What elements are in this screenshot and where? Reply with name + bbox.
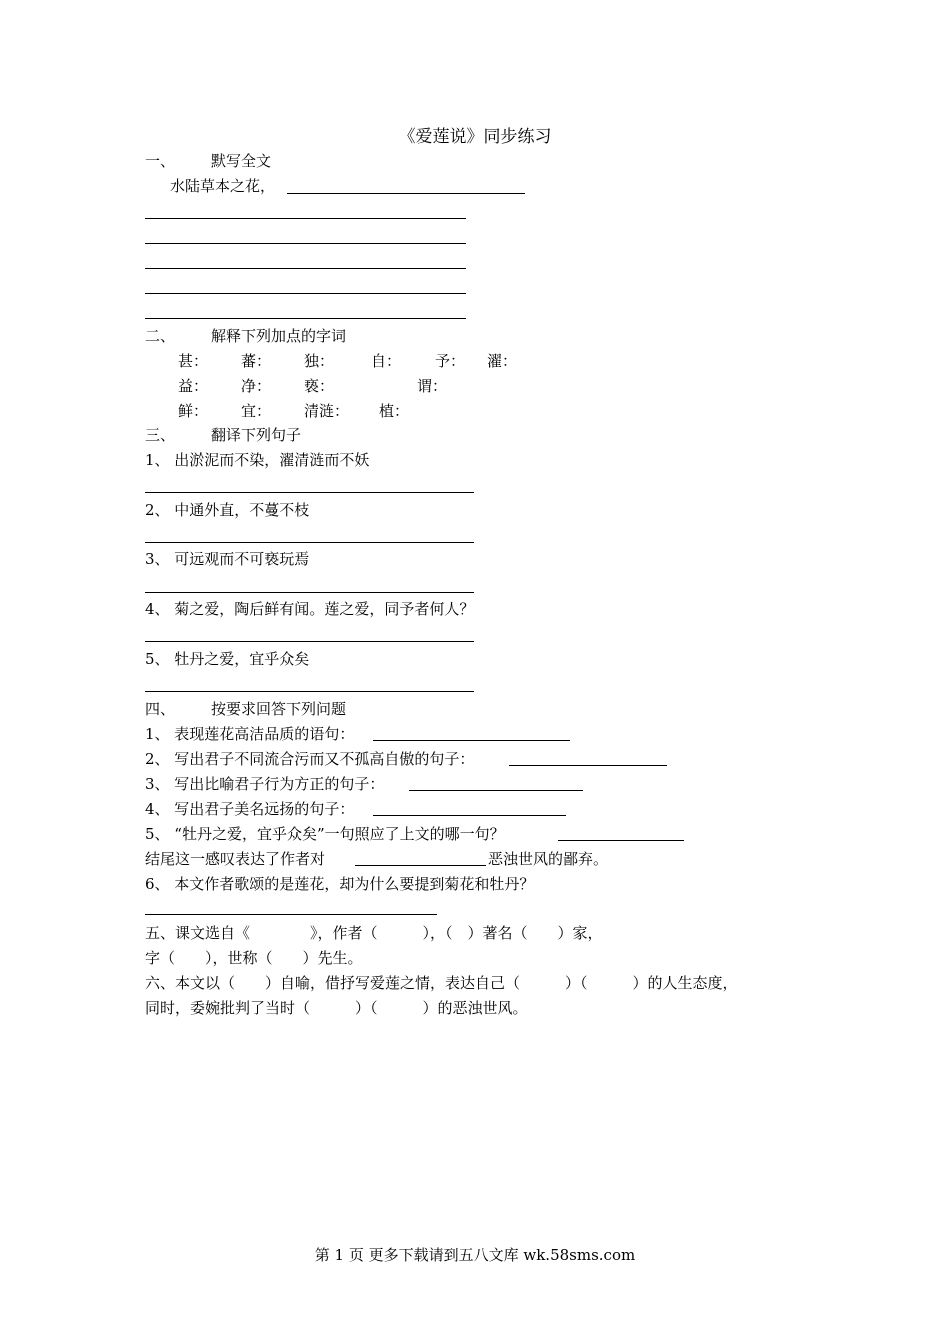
page-title: 《爱莲说》同步练习: [398, 127, 552, 147]
section-6-line-1: 六、本文以（ ）自喻，借抒写爱莲之情，表达自己（ ）（ ）的人生态度，: [145, 974, 738, 992]
answer-line[interactable]: [373, 815, 566, 816]
word-item: 宜：: [241, 402, 272, 420]
question-5-followup-suffix: 恶浊世风的鄙弃。: [488, 850, 609, 868]
answer-line[interactable]: [145, 542, 474, 543]
section-2-heading: 解释下列加点的字词: [211, 327, 347, 345]
section-1-number: 一、: [145, 152, 176, 170]
translate-item: 5、 牡丹之爱，宜乎众矣: [145, 650, 310, 668]
answer-line[interactable]: [145, 914, 437, 915]
word-item: 亵：: [304, 377, 335, 395]
answer-line[interactable]: [145, 691, 474, 692]
section-1-first-line: [170, 176, 275, 196]
section-4-number: 四、: [145, 700, 176, 718]
answer-line[interactable]: [145, 218, 466, 219]
answer-line[interactable]: [145, 268, 466, 269]
translate-item: 1、 出淤泥而不染，濯清涟而不妖: [145, 451, 370, 469]
word-item: 予：: [435, 352, 466, 370]
section-4-heading: 按要求回答下列问题: [211, 700, 347, 718]
word-item: 独：: [304, 352, 335, 370]
section-3-heading: 翻译下列句子: [211, 426, 302, 444]
answer-line[interactable]: [558, 840, 684, 841]
answer-line[interactable]: [145, 641, 474, 642]
answer-line[interactable]: [355, 865, 486, 866]
translate-item: 3、 可远观而不可亵玩焉: [145, 550, 310, 568]
section-1-heading: 默写全文: [211, 152, 272, 170]
word-item: 甚：: [178, 352, 209, 370]
section-6-line-2: 同时，委婉批判了当时（ ）（ ）的恶浊世风。: [145, 999, 528, 1017]
question-5-followup-prefix: 结尾这一感叹表达了作者对: [145, 850, 326, 868]
section-2-number: 二、: [145, 327, 176, 345]
section-3-number: 三、: [145, 426, 176, 444]
question-3: 3、 写出比喻君子行为方正的句子：: [145, 775, 385, 793]
question-6: 6、 本文作者歌颂的是莲花，却为什么要提到菊花和牡丹？: [145, 875, 535, 893]
translate-item: 4、 菊之爱，陶后鲜有闻。莲之爱，同予者何人？: [145, 600, 475, 618]
section-5-line-2: 字（ ），世称（ ）先生。: [145, 949, 363, 967]
question-2: 2、 写出君子不同流合污而又不孤高自傲的句子：: [145, 750, 475, 768]
answer-line[interactable]: [373, 740, 570, 741]
answer-line[interactable]: [145, 243, 466, 244]
answer-line[interactable]: [409, 790, 583, 791]
word-item: 植：: [379, 402, 410, 420]
answer-line[interactable]: [145, 592, 474, 593]
word-item: 鲜：: [178, 402, 209, 420]
answer-line[interactable]: [287, 193, 525, 194]
answer-line[interactable]: [509, 765, 667, 766]
first-line-text: 水陆草本之花，: [170, 177, 276, 195]
word-item: 濯：: [487, 352, 518, 370]
translate-item: 2、 中通外直，不蔓不枝: [145, 501, 310, 519]
word-item: 清涟：: [304, 402, 350, 420]
word-item: 蕃：: [241, 352, 272, 370]
word-item: 益：: [178, 377, 209, 395]
question-4: 4、 写出君子美名远扬的句子：: [145, 800, 355, 818]
answer-line[interactable]: [145, 318, 466, 319]
page-footer: 第 1 页 更多下载请到五八文库 wk.58sms.com: [314, 1246, 636, 1264]
question-5: 5、 “牡丹之爱，宜乎众矣”一句照应了上文的哪一句？: [145, 825, 505, 843]
word-item: 谓：: [417, 377, 448, 395]
answer-line[interactable]: [145, 492, 474, 493]
question-1: 1、 表现莲花高洁品质的语句：: [145, 725, 355, 743]
word-item: 自：: [371, 352, 402, 370]
section-5-line-1: 五、课文选自《 》，作者（ ），（ ）著名（ ）家，: [145, 924, 603, 942]
word-item: 净：: [241, 377, 272, 395]
answer-line[interactable]: [145, 293, 466, 294]
